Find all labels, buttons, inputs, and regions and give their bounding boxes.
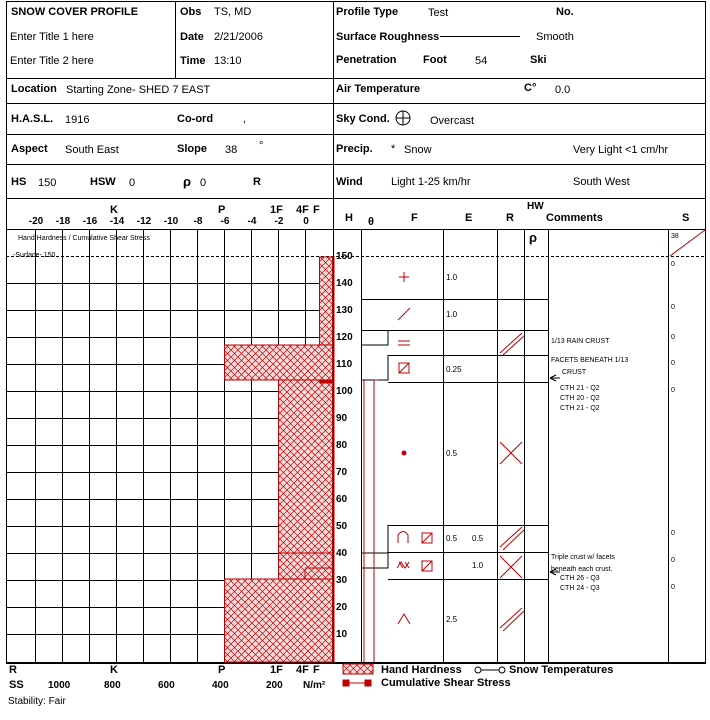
- axis-f-label: F: [313, 204, 320, 216]
- temp-tick: -14: [109, 216, 125, 227]
- date-label: Date: [180, 31, 204, 43]
- temp-tick: -12: [136, 216, 152, 227]
- e-value-4: 0.25: [446, 365, 462, 374]
- temp-tick: -10: [163, 216, 179, 227]
- temp-tick: -8: [193, 216, 203, 227]
- air-temp-unit: C°: [524, 82, 537, 94]
- stability-text: Stability: Fair: [8, 696, 66, 707]
- comment-1: 1/13 RAIN CRUST: [551, 338, 610, 345]
- surface-roughness-label: Surface Roughness: [336, 31, 440, 43]
- ss-tick-200: 200: [266, 680, 283, 691]
- location-value: Starting Zone- SHED 7 EAST: [66, 84, 211, 96]
- comment-4b: beneath each crust.: [551, 566, 613, 573]
- ss-tick-1000: 1000: [48, 680, 71, 691]
- title-1[interactable]: Enter Title 1 here: [10, 31, 94, 43]
- s-value-2: 0: [671, 304, 675, 311]
- temp-tick: -2: [274, 216, 284, 227]
- height-label: 120: [336, 332, 353, 343]
- axis-k-label: K: [110, 204, 118, 216]
- col-theta: θ: [368, 216, 374, 228]
- temp-tick: -6: [220, 216, 230, 227]
- comment-4c: CTH 26 - Q3: [560, 575, 600, 582]
- legend-snow-temps: Snow Temperatures: [509, 664, 614, 676]
- comment-4d: CTH 24 - Q3: [560, 585, 600, 592]
- ss-tick-400: 400: [212, 680, 229, 691]
- aspect-label: Aspect: [11, 143, 48, 155]
- legend-hand-hardness: Hand Hardness: [381, 664, 462, 676]
- hsw-value: 0: [129, 177, 136, 189]
- obs-value: TS, MD: [214, 6, 252, 18]
- precip-value: Snow: [404, 144, 432, 156]
- surface-roughness-value: Smooth: [536, 31, 574, 43]
- bottom-4f-label: 4F: [296, 664, 309, 676]
- temp-tick: 0: [303, 216, 309, 227]
- height-label: 100: [336, 386, 353, 397]
- hs-value: 150: [38, 177, 57, 189]
- profile-type-label: Profile Type: [336, 6, 399, 18]
- foot-value: 54: [475, 55, 488, 67]
- bottom-1f-label: 1F: [270, 664, 283, 676]
- hasl-label: H.A.S.L.: [11, 113, 54, 125]
- chart-legend-text: Hand Hardness / Cumulative Shear Stress: [18, 235, 150, 242]
- surface-label: -Surface- 150: [13, 252, 56, 259]
- e-value-8: 2.5: [446, 615, 458, 624]
- time-value: 13:10: [214, 55, 242, 67]
- comment-4a: Triple crust w/ facets: [551, 554, 615, 561]
- s-value-5: 0: [671, 387, 675, 394]
- slope-label: Slope: [177, 143, 207, 155]
- date-value: 2/21/2006: [214, 31, 263, 43]
- height-label: 80: [336, 440, 348, 451]
- col-f: F: [411, 212, 418, 224]
- wind-dir: South West: [573, 176, 630, 188]
- height-label: 90: [336, 413, 348, 424]
- aspect-value: South East: [65, 144, 119, 156]
- height-label: 20: [336, 602, 348, 613]
- precip-label: Precip.: [336, 143, 373, 155]
- precip-symbol: *: [391, 143, 396, 155]
- ss-tick-600: 600: [158, 680, 175, 691]
- comment-3a: CTH 21 - Q2: [560, 385, 600, 392]
- legend-shear: Cumulative Shear Stress: [381, 677, 511, 689]
- col-h: H: [345, 212, 353, 224]
- height-label: 110: [336, 359, 353, 370]
- sky-value: Overcast: [430, 115, 475, 127]
- title-2[interactable]: Enter Title 2 here: [10, 55, 94, 67]
- temp-tick: -16: [82, 216, 98, 227]
- profile-title: SNOW COVER PROFILE: [11, 6, 139, 18]
- height-label: 30: [336, 575, 348, 586]
- axis-1f-label: 1F: [270, 204, 283, 216]
- temp-tick: -4: [247, 216, 257, 227]
- ss-tick-800: 800: [104, 680, 121, 691]
- s-value-3: 0: [671, 334, 675, 341]
- s-value-1: 0: [671, 261, 675, 268]
- hs-label: HS: [11, 176, 27, 188]
- col-s: S: [682, 212, 690, 224]
- comment-2b: CRUST: [562, 369, 587, 376]
- height-label: 130: [336, 305, 353, 316]
- hasl-value: 1916: [65, 114, 90, 126]
- comment-3b: CTH 20 - Q2: [560, 395, 600, 402]
- axis-4f-label: 4F: [296, 204, 309, 216]
- col-r: R: [506, 212, 514, 224]
- ski-label: Ski: [530, 54, 547, 66]
- e-value-5: 0.5: [446, 449, 458, 458]
- bottom-r-label: R: [9, 664, 17, 676]
- density-value: 0: [200, 177, 207, 189]
- air-temp-value: 0.0: [555, 84, 571, 96]
- height-label: 150: [336, 251, 353, 262]
- coord-value: ,: [243, 113, 247, 125]
- foot-label: Foot: [423, 54, 447, 66]
- s-value-4: 0: [671, 360, 675, 367]
- time-label: Time: [180, 55, 206, 67]
- bottom-p-label: P: [218, 664, 226, 676]
- slope-value: 38: [225, 144, 238, 156]
- bottom-k-label: K: [110, 664, 118, 676]
- s-value-6: 0: [671, 530, 675, 537]
- height-label: 40: [336, 548, 348, 559]
- height-label: 10: [336, 629, 348, 640]
- col-rho: ρ: [529, 230, 538, 245]
- col-hw: HW: [527, 201, 544, 212]
- height-label: 60: [336, 494, 348, 505]
- e-value-2: 1.0: [446, 310, 458, 319]
- r-label: R: [253, 176, 261, 188]
- precip-rate: Very Light <1 cm/hr: [573, 144, 669, 156]
- e-value-7: 1.0: [472, 561, 484, 570]
- axis-p-label: P: [218, 204, 226, 216]
- col-e: E: [465, 212, 473, 224]
- ss-unit: N/m²: [303, 680, 326, 691]
- e-value-1: 1.0: [446, 273, 458, 282]
- profile-type-value: Test: [428, 7, 449, 19]
- bottom-f-label: F: [313, 664, 320, 676]
- s-surface: 38: [671, 233, 679, 240]
- sky-label: Sky Cond.: [336, 113, 390, 125]
- s-value-7: 0: [671, 557, 675, 564]
- air-temp-label: Air Temperature: [336, 83, 421, 95]
- height-label: 70: [336, 467, 348, 478]
- temperature-axis: [0, 216, 333, 228]
- comment-2a: FACETS BENEATH 1/13: [551, 357, 629, 364]
- comment-3c: CTH 21 - Q2: [560, 405, 600, 412]
- density-label: ρ: [183, 174, 192, 189]
- e-value-6: 0.5: [446, 534, 458, 543]
- height-label: 50: [336, 521, 348, 532]
- coord-label: Co-ord: [177, 113, 214, 125]
- wind-label: Wind: [336, 176, 363, 188]
- location-label: Location: [11, 83, 57, 95]
- s-value-8: 0: [671, 584, 675, 591]
- e-value-6b: 0.5: [472, 534, 484, 543]
- wind-value: Light 1-25 km/hr: [391, 176, 471, 188]
- no-label: No.: [556, 6, 574, 18]
- penetration-label: Penetration: [336, 54, 397, 66]
- slope-unit: °: [259, 140, 264, 152]
- temp-tick: -18: [55, 216, 71, 227]
- temp-tick: -20: [28, 216, 44, 227]
- obs-label: Obs: [180, 6, 202, 18]
- hsw-label: HSW: [90, 176, 116, 188]
- bottom-ss-label: SS: [9, 679, 24, 691]
- col-comments: Comments: [546, 212, 603, 224]
- height-label: 140: [336, 278, 353, 289]
